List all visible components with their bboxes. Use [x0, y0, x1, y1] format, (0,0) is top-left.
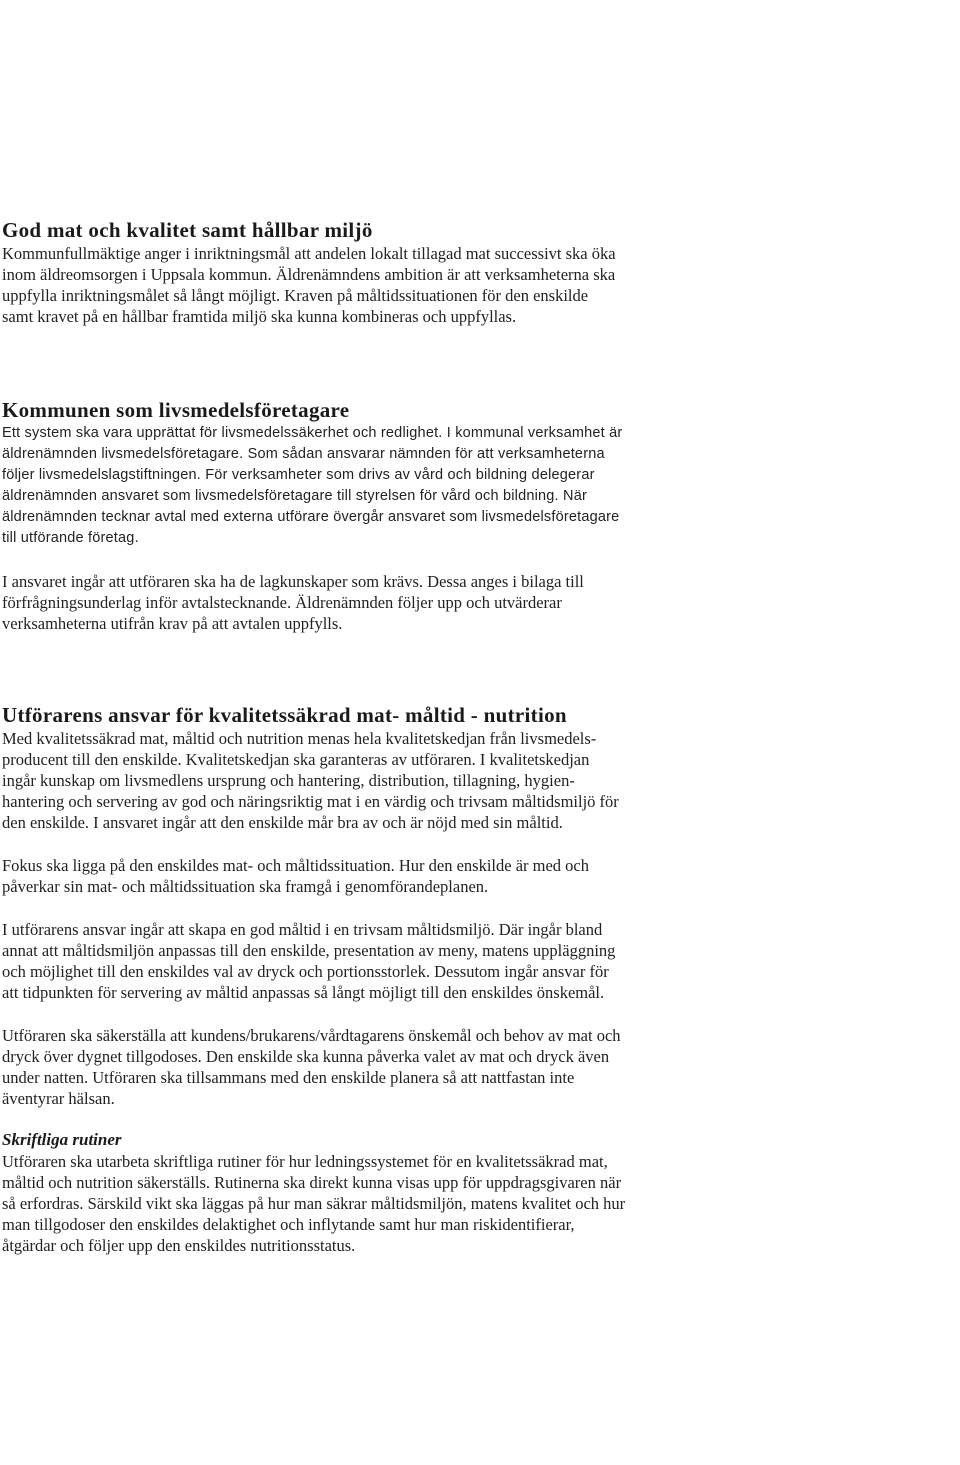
text-line: ingår kunskap om livsmedlens ursprung och hantering, distribution, tillagning, hygien-: [2, 771, 575, 790]
paragraph: [0, 423, 940, 549]
section-heading: Kommunen som livsmedelsföretagare: [2, 398, 350, 422]
text-line: Utföraren ska utarbeta skriftliga rutiner för hur ledningssystemet för en kvalitetssäkrad mat,: [2, 1152, 608, 1171]
text-line: man tillgodoser den enskildes delaktighet och inflytande samt hur man riskidentifierar,: [2, 1215, 575, 1234]
section-heading: Utförarens ansvar för kvalitetssäkrad mat- måltid - nutrition: [2, 703, 567, 727]
text-line: äldrenämnden tecknar avtal med externa utförare övergår ansvaret som livsmedelsföretagare: [2, 509, 620, 525]
text-line: producent till den enskilde. Kvalitetskedjan ska garanteras av utföraren. I kvalitetskedjan: [2, 750, 590, 769]
text-line: den enskilde. I ansvaret ingår att den enskilde mår bra av och är nöjd med sin måltid.: [2, 813, 563, 832]
text-line: förfrågningsunderlag inför avtalstecknande. Äldrenämnden följer upp och utvärderar: [2, 593, 562, 612]
paragraph: [0, 855, 940, 897]
text-line: att tidpunkten för servering av måltid anpassas så långt möjligt till den enskildes önskemål.: [2, 983, 605, 1002]
paragraph: [0, 728, 940, 833]
paragraph: [0, 1025, 940, 1109]
paragraph: [0, 1151, 940, 1256]
text-line: äldrenämnden livsmedelsföretagare. Som sådan ansvarar nämnden för att verksamheterna: [2, 446, 605, 462]
text-line: så erfordras. Särskild vikt ska läggas på hur man säkrar måltidsmiljön, matens kvalitet och hur: [2, 1194, 626, 1213]
text-line: följer livsmedelslagstiftningen. För verksamheter som drivs av vård och bildning delegerar: [2, 467, 595, 483]
text-line: äventyrar hälsan.: [2, 1089, 115, 1108]
text-line: annat att måltidsmiljön anpassas till den enskilde, presentation av meny, matens uppläggning: [2, 941, 616, 960]
text-line: och möjlighet till den enskildes val av dryck och portionsstorlek. Dessutom ingår ansvar för: [2, 962, 609, 981]
text-line: dryck över dygnet tillgodoses. Den enskilde ska kunna påverka valet av mat och dryck även: [2, 1047, 610, 1066]
text-line: under natten. Utföraren ska tillsammans med den enskilde planera så att nattfastan inte: [2, 1068, 575, 1087]
section-utforarens-ansvar: [0, 703, 940, 1256]
text-line: Med kvalitetssäkrad mat, måltid och nutrition menas hela kvalitetskedjan från livsmedels-: [2, 729, 597, 748]
text-line: uppfylla inriktningsmålet så långt möjligt. Kraven på måltidssituationen för den enskilde: [2, 286, 589, 305]
paragraph: [0, 919, 940, 1003]
section-heading: God mat och kvalitet samt hållbar miljö: [2, 218, 373, 242]
text-line: åtgärdar och följer upp den enskildes nutritionsstatus.: [2, 1236, 356, 1255]
text-line: I ansvaret ingår att utföraren ska ha de lagkunskaper som krävs. Dessa anges i bilaga till: [2, 572, 584, 591]
text-line: äldrenämnden ansvaret som livsmedelsföretagare till styrelsen för vård och bildning. När: [2, 488, 587, 504]
text-line: samt kravet på en hållbar framtida miljö ska kunna kombineras och uppfyllas.: [2, 307, 517, 326]
paragraph: [0, 243, 940, 327]
text-line: Utföraren ska säkerställa att kundens/brukarens/vårdtagarens önskemål och behov av mat och: [2, 1026, 621, 1045]
paragraph: [0, 571, 940, 634]
subsection-heading: Skriftliga rutiner: [2, 1130, 122, 1149]
text-line: måltid och nutrition säkerställs. Rutinerna ska direkt kunna visas upp för uppdragsgivaren när: [2, 1173, 622, 1192]
text-line: hantering och servering av god och näringsriktig mat i en värdig och trivsam måltidsmiljö för: [2, 792, 619, 811]
text-line: Ett system ska vara upprättat för livsmedelssäkerhet och redlighet. I kommunal verksamhet är: [2, 425, 623, 441]
text-line: inom äldreomsorgen i Uppsala kommun. Äldrenämndens ambition är att verksamheterna ska: [2, 265, 616, 284]
section-livsmedelsforetagare: [0, 398, 940, 634]
text-line: påverkar sin mat- och måltidssituation ska framgå i genomförandeplanen.: [2, 877, 489, 896]
section-god-mat: [0, 218, 940, 327]
text-line: Kommunfullmäktige anger i inriktningsmål att andelen lokalt tillagad mat successivt ska öka: [2, 244, 616, 263]
text-line: Fokus ska ligga på den enskildes mat- och måltidssituation. Hur den enskilde är med och: [2, 856, 590, 875]
text-line: verksamheterna utifrån krav på att avtalen uppfylls.: [2, 614, 343, 633]
text-line: till utförande företag.: [2, 530, 139, 546]
text-line: I utförarens ansvar ingår att skapa en god måltid i en trivsam måltidsmiljö. Där ingår bland: [2, 920, 603, 939]
